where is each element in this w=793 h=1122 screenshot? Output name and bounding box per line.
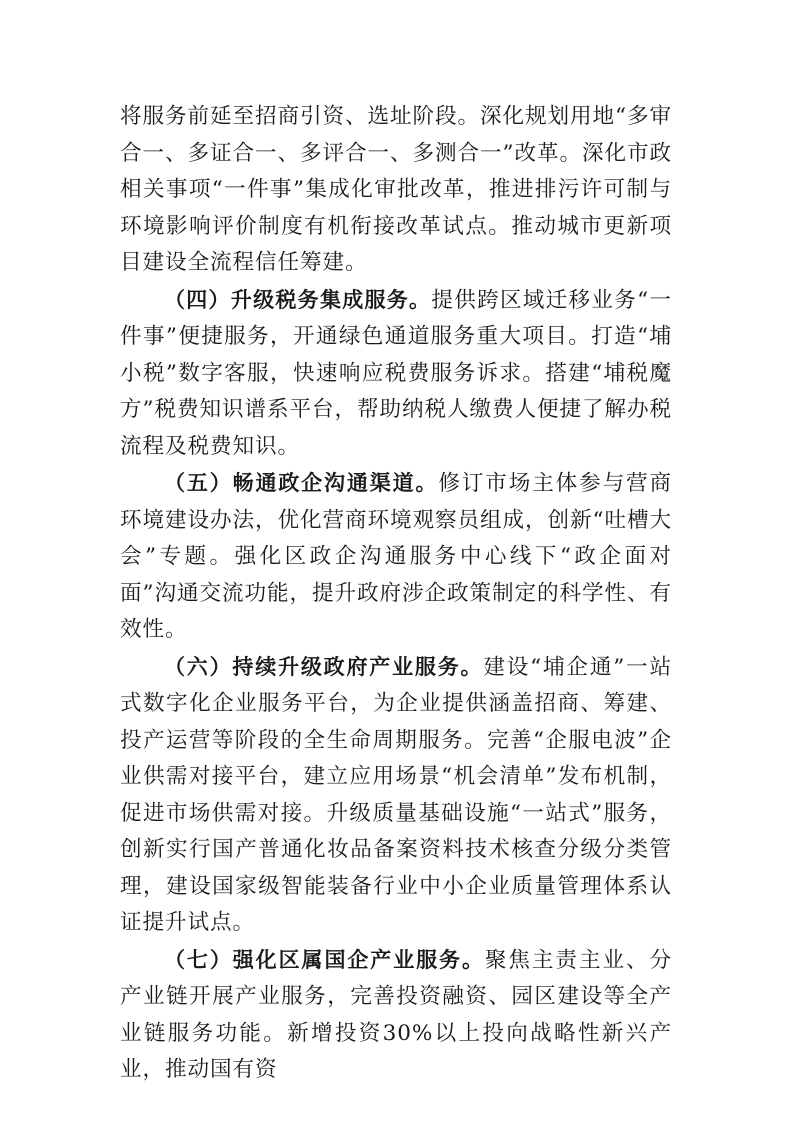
paragraph-gov-enterprise-communication (120, 465, 672, 649)
paragraph-heading: （五）畅通政企沟通渠道。 (164, 471, 439, 495)
paragraph-heading: （四）升级税务集成服务。 (164, 287, 432, 312)
paragraph-tax-services (120, 282, 672, 466)
paragraph-text: 将服务前延至招商引资、选址阶段。深化规划用地“多审合一、多证合一、多评合一、多测合一”改革。深化市政相关事项“一件事”集成化审批改革，推进排污许可制与环境影响评价制度有机衔接改革试点。推动城市更新项目建设全流程信任筹建。 (120, 104, 672, 275)
paragraph-continuation (120, 99, 672, 282)
paragraph-text: 聚焦主责主业、分产业链开展产业服务，完善投资融资、园区建设等全产业链服务功能。新增投资30%以上投向战略性新兴产业，推动国有资 (120, 947, 672, 1082)
paragraph-text: 提供跨区域迁移业务“一件事”便捷服务，开通绿色通道服务重大项目。打造“埔小税”数字客服，快速响应税费服务诉求。搭建“埔税魔方”税费知识谱系平台，帮助纳税人缴费人便捷了解办税流程及税费知识。 (120, 287, 672, 459)
paragraph-text: 建设“埔企通”一站式数字化企业服务平台，为企业提供涵盖招商、筹建、投产运营等阶段的全生命周期服务。完善“企服电波”企业供需对接平台，建立应用场景“机会清单”发布机制，促进市场供需对接。升级质量基础设施“一站式”服务，创新实行国产普通化妆品备案资料技术核查分级分类管理，建设国家级智能装备行业中小企业质量管理体系认证提升试点。 (120, 654, 672, 935)
paragraph-gov-industry-services (120, 649, 672, 942)
document-body (120, 99, 672, 1089)
paragraph-text: 修订市场主体参与营商环境建设办法，优化营商环境观察员组成，创新“吐槽大会”专题。强化区政企沟通服务中心线下“政企面对面”沟通交流功能，提升政府涉企政策制定的科学性、有效性。 (120, 471, 672, 642)
paragraph-soe-industry-services (120, 942, 672, 1089)
paragraph-heading: （七）强化区属国企产业服务。 (164, 947, 485, 972)
paragraph-heading: （六）持续升级政府产业服务。 (164, 654, 484, 679)
